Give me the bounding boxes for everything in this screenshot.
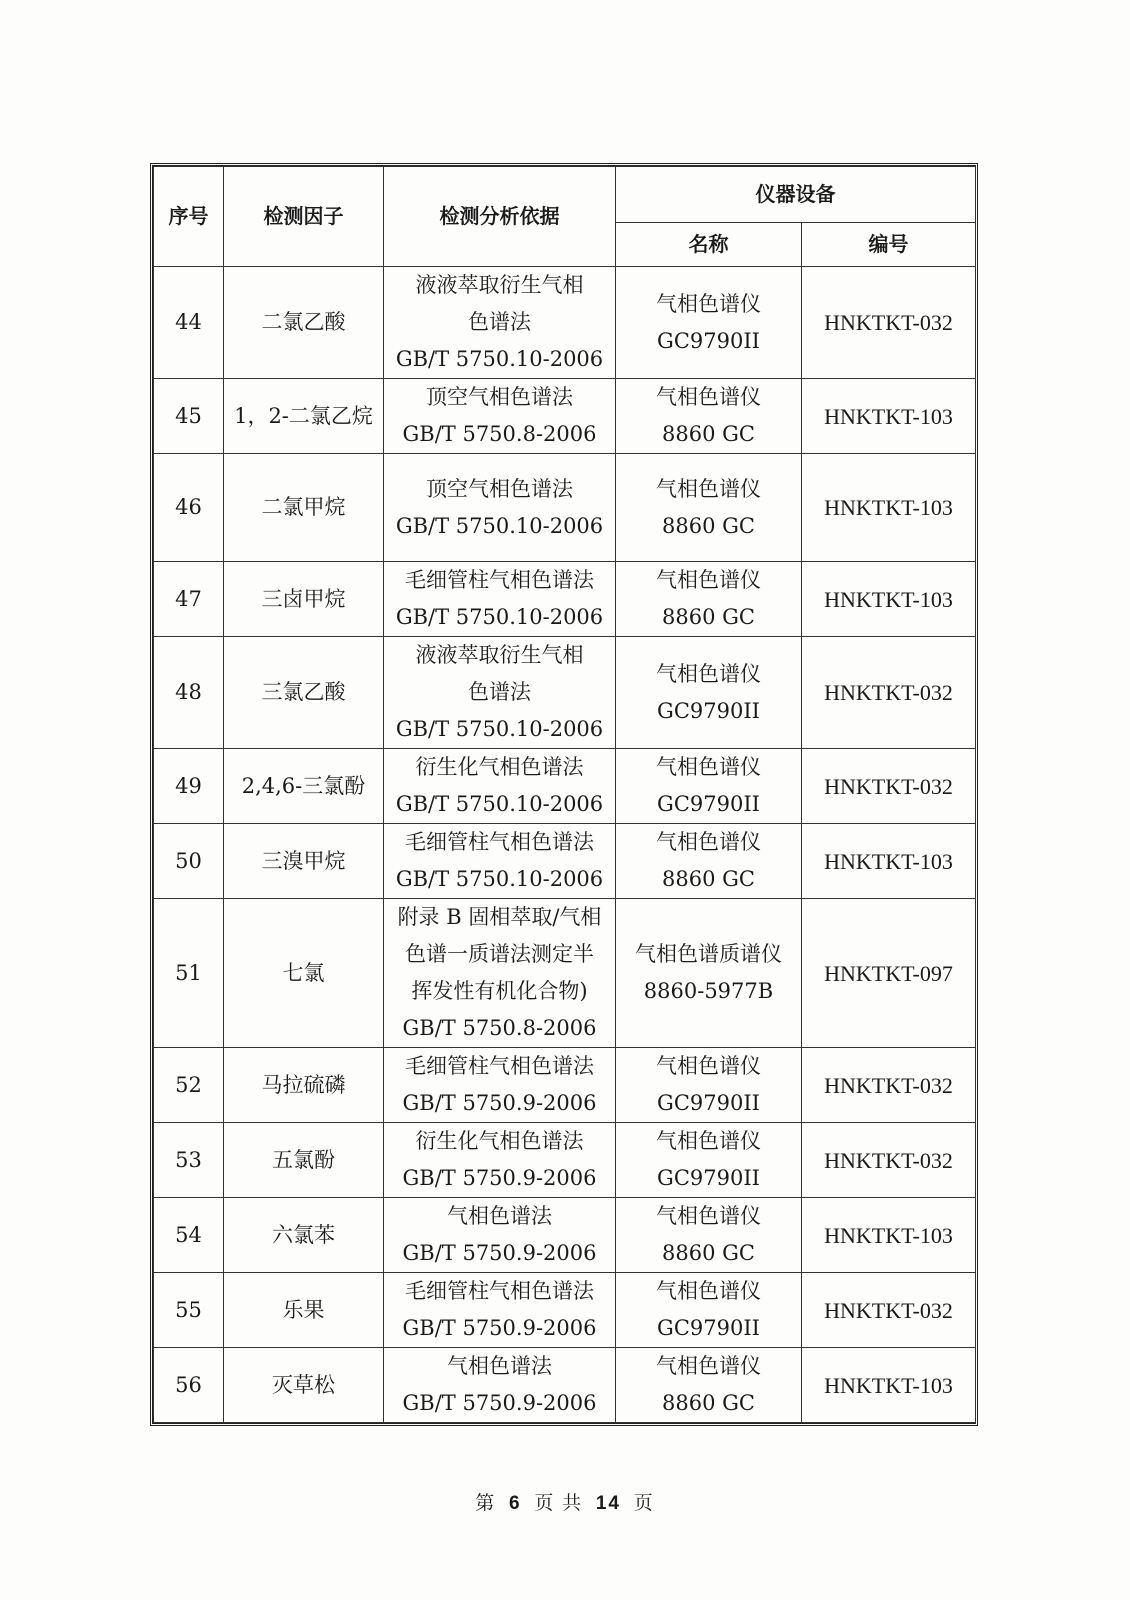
cell-seq: 48 — [154, 637, 224, 749]
cell-factor: 1，2-二氯乙烷 — [224, 379, 384, 454]
table-row — [154, 562, 976, 637]
cell-basis — [384, 749, 616, 824]
cell-basis-line: GB/T 5750.8-2006 — [402, 422, 597, 446]
cell-eq-name-line: 8860 GC — [662, 605, 755, 629]
cell-eq-name-line: 气相色谱仪 — [656, 1279, 761, 1303]
cell-basis-line: GB/T 5750.10-2006 — [395, 717, 604, 741]
header-seq: 序号 — [154, 167, 224, 267]
cell-eq-name-line: 气相色谱仪 — [656, 1054, 761, 1078]
table-row — [154, 824, 976, 899]
cell-eq-name — [616, 562, 802, 637]
cell-eq-name-line: 气相色谱仪 — [656, 1129, 761, 1153]
cell-basis — [384, 379, 616, 454]
cell-basis-line: GB/T 5750.9-2006 — [402, 1166, 597, 1190]
cell-basis-line: GB/T 5750.9-2006 — [402, 1391, 597, 1415]
cell-eq-name — [616, 749, 802, 824]
cell-eq-name-line: 8860 GC — [662, 422, 755, 446]
cell-eq-name-line: 8860 GC — [662, 1391, 755, 1415]
cell-basis-line: GB/T 5750.10-2006 — [395, 347, 604, 371]
cell-basis-line: 色谱法 — [468, 310, 531, 334]
cell-basis-line: 衍生化气相色谱法 — [415, 1129, 584, 1153]
cell-eq-name-line: 气相色谱仪 — [656, 568, 761, 592]
cell-eq-name-line: GC9790II — [657, 1166, 760, 1190]
cell-eq-name — [616, 824, 802, 899]
equipment-table-frame — [150, 163, 978, 1426]
cell-eq-number: HNKTKT-032 — [802, 1048, 976, 1123]
cell-basis — [384, 1198, 616, 1273]
cell-eq-name-line: GC9790II — [657, 1091, 760, 1115]
table-row — [154, 379, 976, 454]
table-row — [154, 1348, 976, 1423]
cell-factor: 2,4,6-三氯酚 — [224, 749, 384, 824]
cell-basis-line: GB/T 5750.10-2006 — [395, 792, 604, 816]
cell-basis — [384, 1048, 616, 1123]
cell-factor: 三卤甲烷 — [224, 562, 384, 637]
cell-eq-name-line: GC9790II — [657, 1316, 760, 1340]
cell-eq-number: HNKTKT-103 — [802, 1348, 976, 1423]
equipment-table — [153, 166, 976, 1423]
page-footer — [0, 1488, 1130, 1515]
cell-seq: 56 — [154, 1348, 224, 1423]
cell-basis-line: 毛细管柱气相色谱法 — [405, 1279, 594, 1303]
cell-eq-name-line: 气相色谱仪 — [656, 291, 761, 316]
cell-eq-name-line: 气相色谱仪 — [656, 1204, 761, 1228]
header-factor: 检测因子 — [224, 167, 384, 267]
cell-factor: 马拉硫磷 — [224, 1048, 384, 1123]
table-row — [154, 1123, 976, 1198]
header-equipment: 仪器设备 — [616, 167, 976, 223]
cell-factor: 灭草松 — [224, 1348, 384, 1423]
cell-eq-name — [616, 899, 802, 1048]
cell-basis-line: GB/T 5750.10-2006 — [395, 513, 604, 538]
cell-seq: 47 — [154, 562, 224, 637]
cell-eq-number: HNKTKT-032 — [802, 749, 976, 824]
footer-page-number: 6 — [509, 1493, 522, 1514]
cell-seq: 53 — [154, 1123, 224, 1198]
footer-middle: 页 共 — [534, 1493, 584, 1514]
cell-eq-number: HNKTKT-103 — [802, 562, 976, 637]
cell-basis-line: 气相色谱法 — [447, 1204, 552, 1228]
footer-suffix: 页 — [633, 1493, 655, 1514]
cell-eq-name — [616, 1348, 802, 1423]
cell-factor: 三溴甲烷 — [224, 824, 384, 899]
cell-basis-line: 衍生化气相色谱法 — [415, 755, 584, 779]
header-basis: 检测分析依据 — [384, 167, 616, 267]
cell-eq-name-line: 8860-5977B — [643, 979, 774, 1003]
cell-basis-line: 附录 B 固相萃取/气相 — [397, 905, 602, 929]
cell-factor: 乐果 — [224, 1273, 384, 1348]
cell-basis-line: 毛细管柱气相色谱法 — [405, 830, 594, 854]
cell-seq: 52 — [154, 1048, 224, 1123]
cell-basis-line: 气相色谱法 — [447, 1354, 552, 1378]
cell-basis — [384, 1348, 616, 1423]
cell-basis-line: 毛细管柱气相色谱法 — [405, 568, 594, 592]
cell-eq-name-line: 气相色谱仪 — [656, 755, 761, 779]
cell-basis-line: 顶空气相色谱法 — [426, 385, 573, 409]
cell-eq-number: HNKTKT-103 — [802, 1198, 976, 1273]
table-row — [154, 1273, 976, 1348]
cell-factor: 三氯乙酸 — [224, 637, 384, 749]
footer-prefix: 第 — [475, 1493, 497, 1514]
table-row — [154, 1198, 976, 1273]
table-row — [154, 637, 976, 749]
cell-basis — [384, 899, 616, 1048]
cell-eq-number: HNKTKT-032 — [802, 267, 976, 379]
cell-eq-name — [616, 1198, 802, 1273]
cell-factor: 七氯 — [224, 899, 384, 1048]
cell-seq: 55 — [154, 1273, 224, 1348]
cell-eq-name-line: 8860 GC — [662, 867, 755, 891]
cell-eq-name — [616, 454, 802, 562]
cell-seq: 49 — [154, 749, 224, 824]
cell-eq-name-line: GC9790II — [657, 792, 760, 816]
table-row — [154, 899, 976, 1048]
cell-eq-number: HNKTKT-032 — [802, 637, 976, 749]
table-row — [154, 1048, 976, 1123]
cell-basis-line: GB/T 5750.10-2006 — [395, 867, 604, 891]
cell-eq-name-line: 8860 GC — [662, 1241, 755, 1265]
cell-basis-line: 顶空气相色谱法 — [426, 476, 573, 501]
cell-factor: 二氯甲烷 — [224, 454, 384, 562]
cell-basis-line: 液液萃取衍生气相 — [415, 273, 584, 297]
cell-eq-name-line: 气相色谱质谱仪 — [635, 942, 782, 966]
cell-basis-line: GB/T 5750.8-2006 — [402, 1016, 597, 1040]
cell-eq-name — [616, 637, 802, 749]
cell-basis — [384, 637, 616, 749]
cell-basis-line: GB/T 5750.9-2006 — [402, 1316, 597, 1340]
cell-basis — [384, 454, 616, 562]
cell-eq-name — [616, 1273, 802, 1348]
cell-basis-line: GB/T 5750.9-2006 — [402, 1091, 597, 1115]
footer-total-pages: 14 — [595, 1493, 621, 1514]
cell-eq-name-line: 气相色谱仪 — [656, 1354, 761, 1378]
cell-basis — [384, 562, 616, 637]
cell-eq-name-line: GC9790II — [657, 328, 760, 353]
cell-basis-line: 液液萃取衍生气相 — [415, 643, 584, 667]
table-row — [154, 454, 976, 562]
table-row — [154, 267, 976, 379]
cell-eq-name — [616, 1048, 802, 1123]
table-header — [154, 167, 976, 267]
cell-eq-number: HNKTKT-032 — [802, 1123, 976, 1198]
cell-seq: 54 — [154, 1198, 224, 1273]
cell-eq-name-line: 8860 GC — [662, 513, 755, 538]
cell-eq-name-line: GC9790II — [657, 698, 760, 723]
header-eq-number: 编号 — [802, 223, 976, 267]
cell-factor: 六氯苯 — [224, 1198, 384, 1273]
cell-eq-name — [616, 267, 802, 379]
cell-basis — [384, 267, 616, 379]
cell-seq: 44 — [154, 267, 224, 379]
cell-seq: 50 — [154, 824, 224, 899]
cell-basis-line: 毛细管柱气相色谱法 — [405, 1054, 594, 1078]
cell-basis-line: 色谱一质谱法测定半 — [405, 942, 594, 966]
cell-eq-name — [616, 379, 802, 454]
cell-basis — [384, 1123, 616, 1198]
cell-seq: 51 — [154, 899, 224, 1048]
cell-eq-name-line: 气相色谱仪 — [656, 476, 761, 501]
header-eq-name: 名称 — [616, 223, 802, 267]
table-row — [154, 749, 976, 824]
cell-eq-number: HNKTKT-103 — [802, 824, 976, 899]
table-body — [154, 267, 976, 1423]
cell-eq-number: HNKTKT-103 — [802, 454, 976, 562]
cell-eq-name — [616, 1123, 802, 1198]
cell-basis-line: GB/T 5750.10-2006 — [395, 605, 604, 629]
cell-eq-name-line: 气相色谱仪 — [656, 661, 761, 686]
cell-eq-number: HNKTKT-103 — [802, 379, 976, 454]
cell-basis-line: 色谱法 — [468, 680, 531, 704]
cell-seq: 46 — [154, 454, 224, 562]
cell-seq: 45 — [154, 379, 224, 454]
cell-eq-number: HNKTKT-097 — [802, 899, 976, 1048]
cell-factor: 五氯酚 — [224, 1123, 384, 1198]
cell-basis-line: 挥发性有机化合物) — [411, 979, 588, 1003]
cell-basis — [384, 824, 616, 899]
cell-factor: 二氯乙酸 — [224, 267, 384, 379]
cell-eq-number: HNKTKT-032 — [802, 1273, 976, 1348]
cell-eq-name-line: 气相色谱仪 — [656, 385, 761, 409]
cell-eq-name-line: 气相色谱仪 — [656, 830, 761, 854]
cell-basis-line: GB/T 5750.9-2006 — [402, 1241, 597, 1265]
cell-basis — [384, 1273, 616, 1348]
